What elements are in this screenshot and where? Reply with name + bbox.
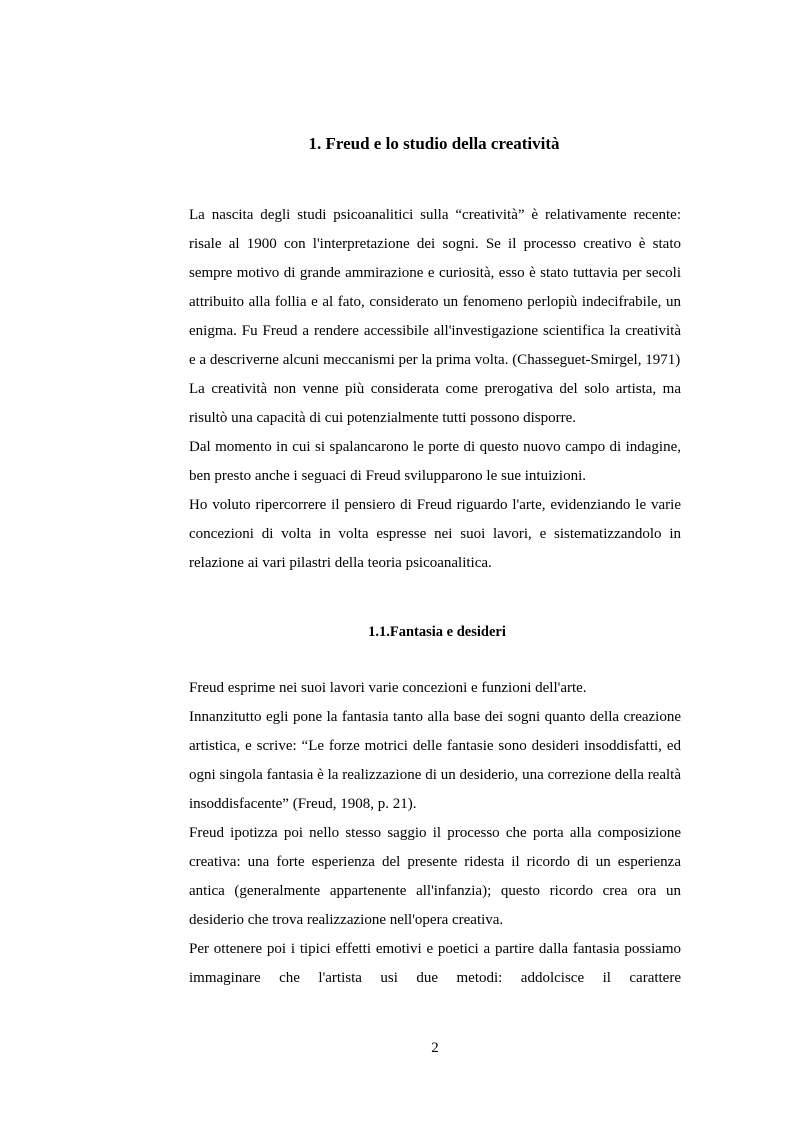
section-paragraph-1: Freud esprime nei suoi lavori varie concezioni e funzioni dell'arte. [189, 680, 587, 696]
section-paragraph-3: Freud ipotizza poi nello stesso saggio il processo che porta alla composizione creativa: una forte esperienza del presente ridesta il ricordo di un esperienza antica (generalmente appartenente all'infanzia); questo ricordo crea ora un desiderio che trova realizzazione nell'opera creativa. [189, 825, 681, 928]
section-paragraph-2: Innanzitutto egli pone la fantasia tanto alla base dei sogni quanto della creazione artistica, e scrive: “Le forze motrici delle fantasie sono desideri insoddisfatti, ed ogni singola fantasia è la realizzazione di un desiderio, una correzione della realtà insoddisfacente” (Freud, 1908, p. 21). [189, 709, 681, 812]
intro-text [189, 201, 681, 578]
page-number: 2 [431, 1040, 439, 1056]
intro-paragraph-4: Ho voluto ripercorrere il pensiero di Freud riguardo l'arte, evidenziando le varie concezioni di volta in volta espresse nei suoi lavori, e sistematizzandolo in relazione ai vari pilastri della teoria psicoanalitica. [189, 497, 681, 571]
section-title: 1.1.Fantasia e desideri [368, 624, 506, 640]
section-text [189, 674, 681, 993]
section-paragraph-4: Per ottenere poi i tipici effetti emotivi e poetici a partire dalla fantasia possiamo immaginare che l'artista usi due metodi: addolcisce il carattere [189, 941, 681, 986]
intro-paragraph-2: La creatività non venne più considerata come prerogativa del solo artista, ma risultò una capacità di cui potenzialmente tutti possono disporre. [189, 381, 681, 426]
chapter-title: 1. Freud e lo studio della creatività [308, 134, 560, 153]
intro-paragraph-3: Dal momento in cui si spalancarono le porte di questo nuovo campo di indagine, ben presto anche i seguaci di Freud svilupparono le sue intuizioni. [189, 439, 681, 484]
intro-paragraph-1: La nascita degli studi psicoanalitici sulla “creatività” è relativamente recente: risale al 1900 con l'interpretazione dei sogni. Se il processo creativo è stato sempre motivo di grande ammirazione e curiosità, esso è stato tuttavia per secoli attribuito alla follia e al fato, considerato un fenomeno perlopiù indecifrabile, un enigma. Fu Freud a rendere accessibile all'investigazione scientifica la creatività e a descriverne alcuni meccanismi per la prima volta. (Chasseguet-Smirgel, 1971) [189, 207, 681, 368]
